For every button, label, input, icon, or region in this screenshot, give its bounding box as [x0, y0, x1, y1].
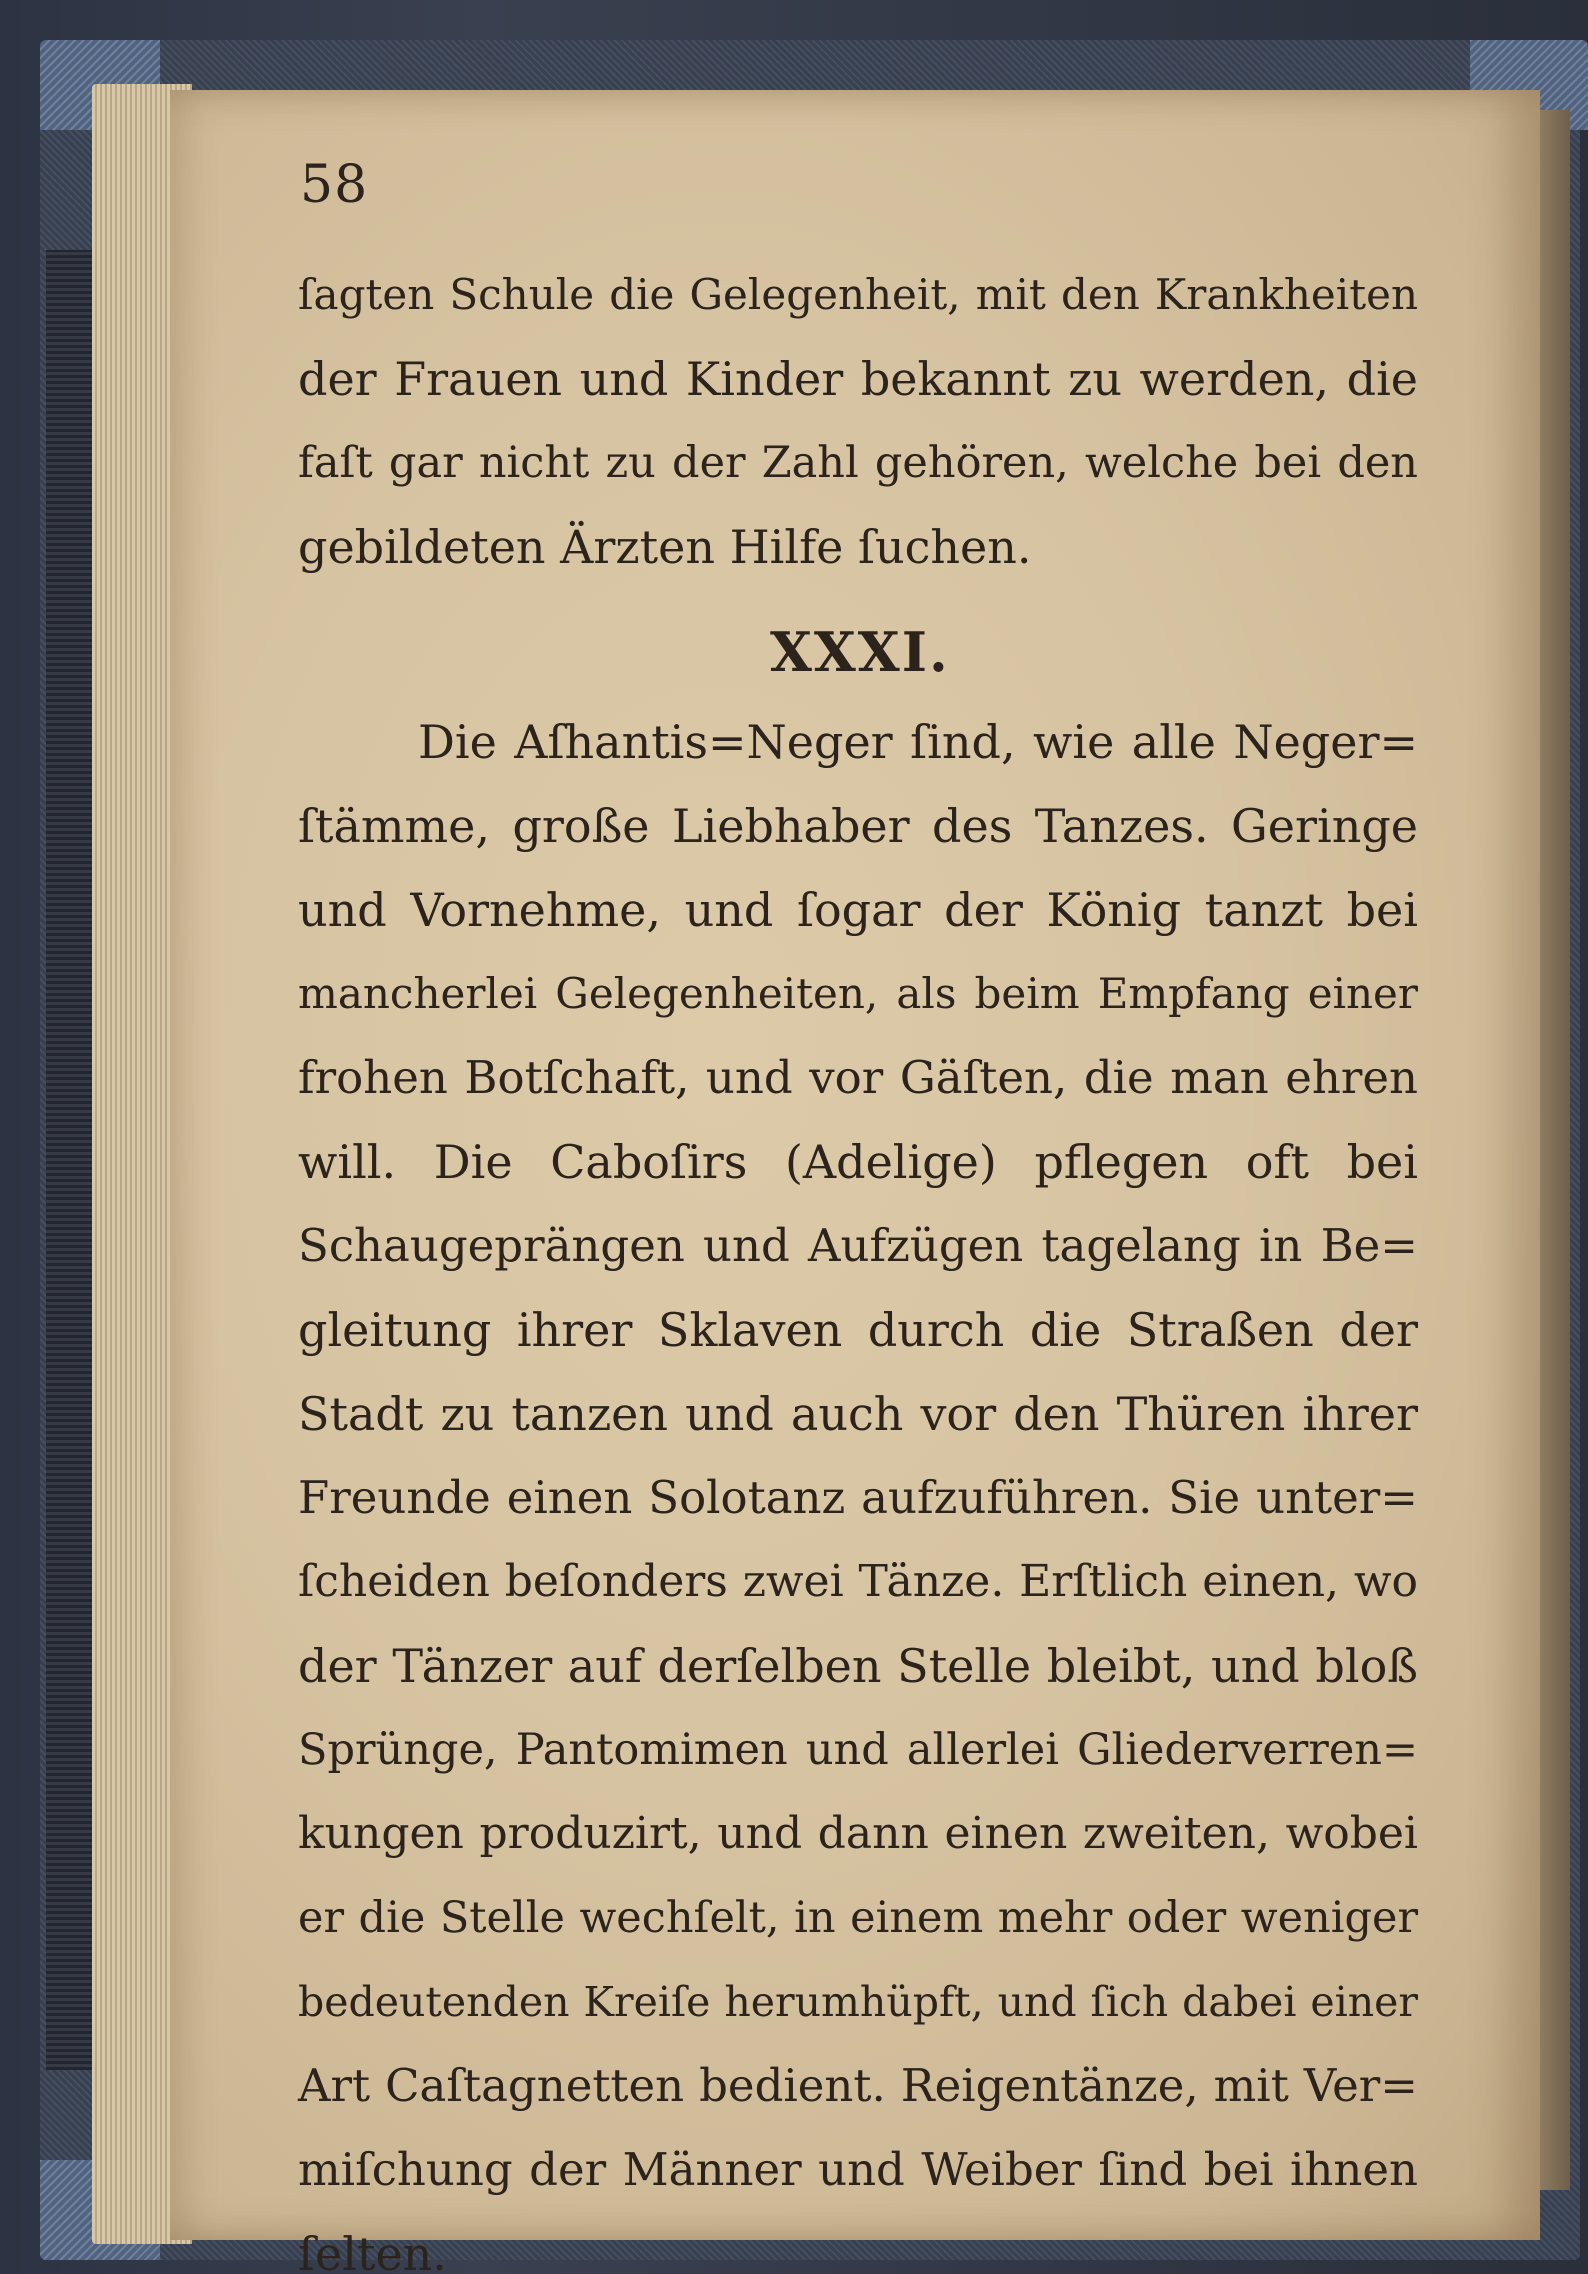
- text-line: Schaugeprängen und Aufzügen tagelang in Be=: [298, 1219, 1418, 1272]
- text-line: der Frauen und Kinder bekannt zu werden, die: [298, 352, 1418, 406]
- text-line: will. Die Caboſirs (Adelige) pflegen oft bei: [298, 1135, 1418, 1189]
- text-line: Die Aſhantis=Neger ſind, wie alle Neger=: [418, 715, 1418, 769]
- section-heading: XXXI.: [770, 620, 950, 684]
- text-line: frohen Botſchaft, und vor Gäſten, die man ehren: [298, 1051, 1418, 1104]
- text-line: der Tänzer auf derſelben Stelle bleibt, und bloß: [298, 1639, 1418, 1693]
- text-line: Freunde einen Solotanz aufzuführen. Sie unter=: [298, 1471, 1418, 1524]
- page-number: 58: [300, 155, 369, 215]
- text-line: ſagten Schule die Gelegenheit, mit den Krankheiten: [298, 270, 1418, 319]
- text-line: und Vornehme, und ſogar der König tanzt bei: [298, 883, 1418, 937]
- text-line: mancherlei Gelegenheiten, als beim Empfang einer: [298, 969, 1418, 1018]
- text-line: gebildeten Ärzten Hilfe ſuchen.: [298, 520, 1032, 574]
- page-gutter: [1540, 110, 1570, 2190]
- text-line: bedeutenden Kreiſe herumhüpft, und ſich dabei einer: [298, 1978, 1418, 2026]
- text-line: faſt gar nicht zu der Zahl gehören, welche bei den: [298, 438, 1418, 488]
- text-line: er die Stelle wechſelt, in einem mehr oder weniger: [298, 1893, 1418, 1943]
- text-line: Art Caſtagnetten bedient. Reigentänze, mit Ver=: [298, 2059, 1418, 2112]
- text-line: Stadt zu tanzen und auch vor den Thüren ihrer: [298, 1387, 1418, 1441]
- text-line: gleitung ihrer Sklaven durch die Straßen der: [298, 1303, 1418, 1357]
- text-line: kungen produzirt, und dann einen zweiten, wobei: [298, 1808, 1418, 1859]
- text-line: Sprünge, Pantomimen und allerlei Gliederverren=: [298, 1725, 1418, 1775]
- text-line: ſtämme, große Liebhaber des Tanzes. Geringe: [298, 799, 1418, 853]
- text-line: ſelten.: [298, 2227, 447, 2274]
- text-line: miſchung der Männer und Weiber ſind bei ihnen: [298, 2143, 1418, 2196]
- text-line: ſcheiden beſonders zwei Tänze. Erſtlich einen, wo: [298, 1556, 1418, 1607]
